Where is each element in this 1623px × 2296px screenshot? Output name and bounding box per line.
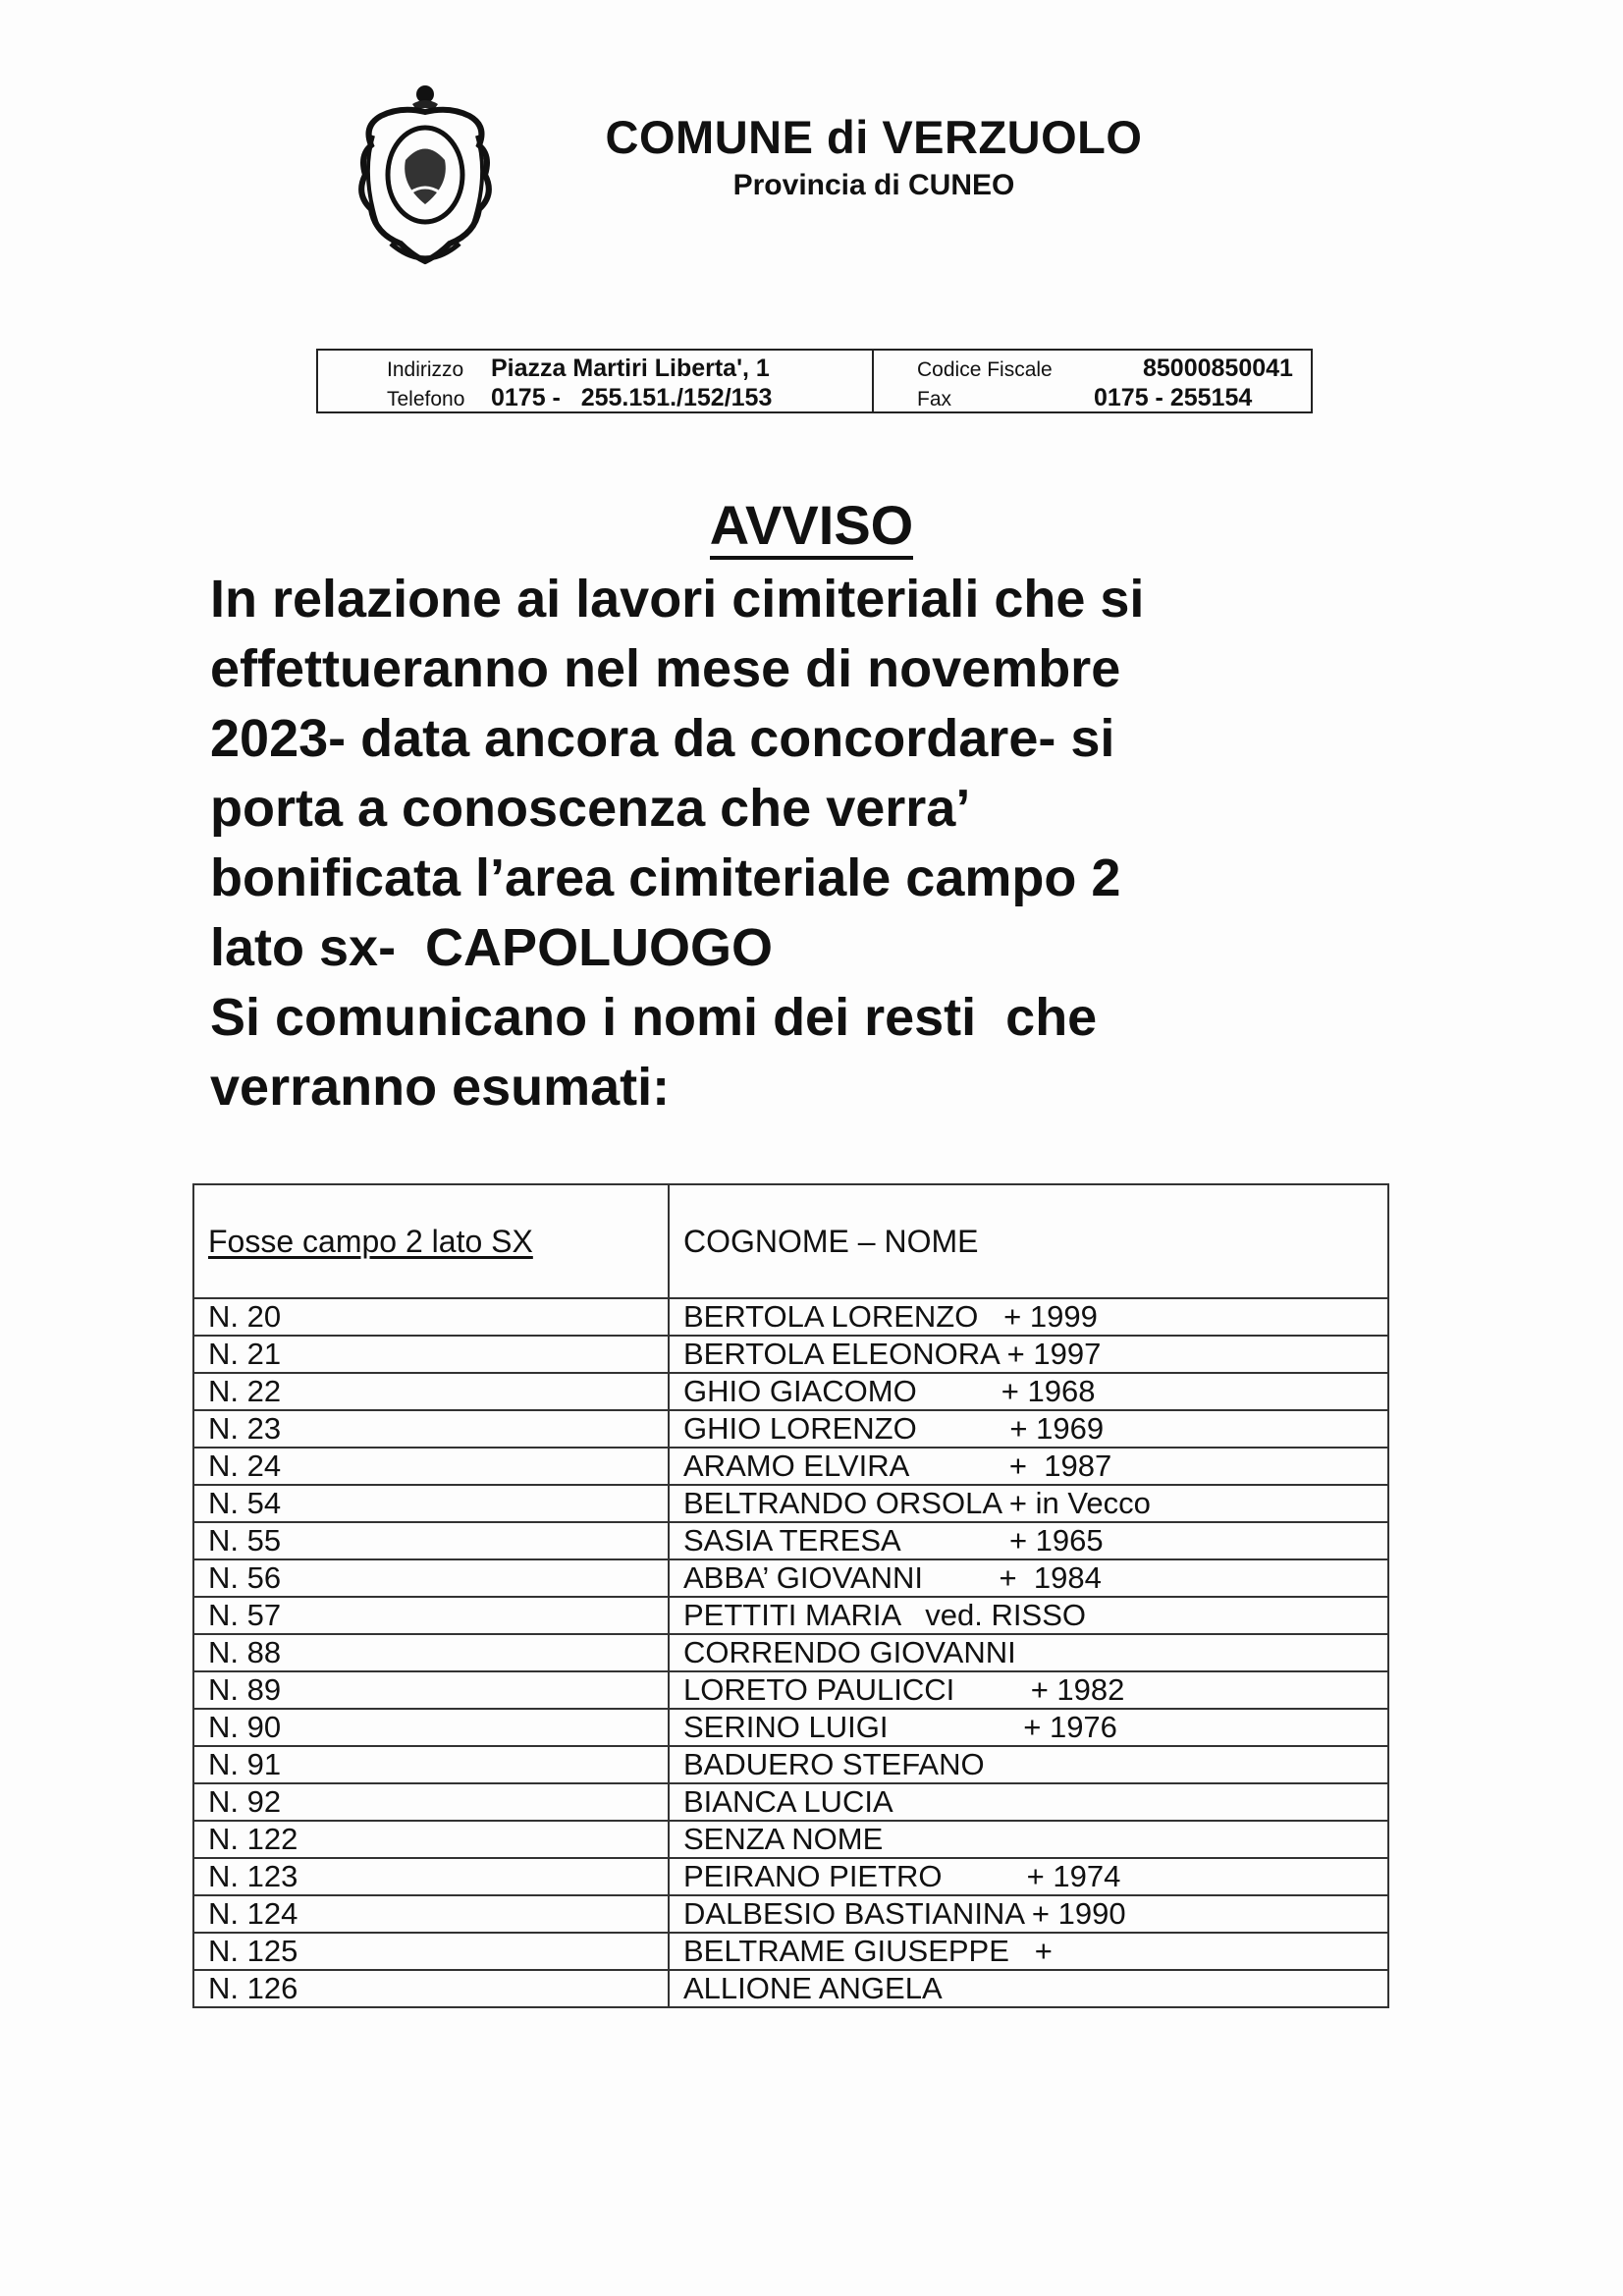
notice-line: porta a conoscenza che verra’	[210, 779, 971, 838]
deceased-name: LORETO PAULICCI + 1982	[669, 1671, 1388, 1709]
grave-number: N. 20	[193, 1298, 669, 1336]
table-row	[193, 1933, 1388, 1970]
table-row	[193, 1336, 1388, 1373]
province-subtitle: Provincia di CUNEO	[732, 169, 1015, 201]
table-row	[193, 1895, 1388, 1933]
deceased-name: BERTOLA LORENZO + 1999	[669, 1298, 1388, 1336]
address-value: Piazza Martiri Liberta', 1	[491, 355, 770, 382]
deceased-name: SERINO LUIGI + 1976	[669, 1709, 1388, 1746]
deceased-name: ABBA’ GIOVANNI + 1984	[669, 1559, 1388, 1597]
grave-number: N. 91	[193, 1746, 669, 1783]
fax-label: Fax	[917, 388, 952, 410]
table-row	[193, 1448, 1388, 1485]
coat-of-arms-icon	[352, 77, 499, 268]
deceased-name: SENZA NOME	[669, 1821, 1388, 1858]
table-row	[193, 1858, 1388, 1895]
grave-number: N. 24	[193, 1448, 669, 1485]
notice-line: lato sx- CAPOLUOGO	[210, 918, 774, 977]
notice-line: Si comunicano i nomi dei resti che	[210, 988, 1098, 1047]
grave-number: N. 57	[193, 1597, 669, 1634]
notice-line: 2023- data ancora da concordare- si	[210, 709, 1115, 768]
grave-number: N. 56	[193, 1559, 669, 1597]
table-row	[193, 1298, 1388, 1336]
phone-label: Telefono	[387, 388, 465, 410]
grave-number: N. 122	[193, 1821, 669, 1858]
grave-number: N. 88	[193, 1634, 669, 1671]
deceased-name: BIANCA LUCIA	[669, 1783, 1388, 1821]
deceased-name: DALBESIO BASTIANINA + 1990	[669, 1895, 1388, 1933]
table-row	[193, 1634, 1388, 1671]
deceased-name: GHIO LORENZO + 1969	[669, 1410, 1388, 1448]
fiscal-code-value: 85000850041	[1143, 355, 1293, 382]
grave-number: N. 55	[193, 1522, 669, 1559]
table-row	[193, 1783, 1388, 1821]
notice-line: In relazione ai lavori cimiteriali che si	[210, 570, 1145, 629]
notice-heading: AVVISO	[0, 493, 1623, 557]
deceased-name: BELTRAME GIUSEPPE +	[669, 1933, 1388, 1970]
deceased-name: ARAMO ELVIRA + 1987	[669, 1448, 1388, 1485]
deceased-name: GHIO GIACOMO + 1968	[669, 1373, 1388, 1410]
notice-line: verranno esumati:	[210, 1058, 671, 1117]
grave-number: N. 123	[193, 1858, 669, 1895]
grave-number: N. 89	[193, 1671, 669, 1709]
grave-number: N. 21	[193, 1336, 669, 1373]
municipality-title: COMUNE di VERZUOLO	[605, 111, 1143, 163]
deceased-name: CORRENDO GIOVANNI	[669, 1634, 1388, 1671]
deceased-name: BADUERO STEFANO	[669, 1746, 1388, 1783]
table-row	[193, 1821, 1388, 1858]
fiscal-code-label: Codice Fiscale	[917, 358, 1053, 381]
notice-line: effettueranno nel mese di novembre	[210, 639, 1121, 698]
deceased-name: PETTITI MARIA ved. RISSO	[669, 1597, 1388, 1634]
deceased-name: BELTRANDO ORSOLA + in Vecco	[669, 1485, 1388, 1522]
table-row	[193, 1970, 1388, 2007]
table-row	[193, 1671, 1388, 1709]
table-row	[193, 1410, 1388, 1448]
fax-value: 0175 - 255154	[1094, 384, 1253, 411]
phone-value: 0175 - 255.151./152/153	[491, 384, 773, 411]
deceased-name: BERTOLA ELEONORA + 1997	[669, 1336, 1388, 1373]
exhumation-table	[192, 1183, 1389, 2008]
grave-number: N. 22	[193, 1373, 669, 1410]
info-divider	[872, 351, 874, 411]
grave-number: N. 92	[193, 1783, 669, 1821]
grave-number: N. 125	[193, 1933, 669, 1970]
deceased-name: ALLIONE ANGELA	[669, 1970, 1388, 2007]
table-row	[193, 1373, 1388, 1410]
table-row	[193, 1522, 1388, 1559]
address-label: Indirizzo	[387, 358, 464, 381]
grave-number: N. 124	[193, 1895, 669, 1933]
deceased-name: SASIA TERESA + 1965	[669, 1522, 1388, 1559]
grave-number: N. 126	[193, 1970, 669, 2007]
table-row	[193, 1746, 1388, 1783]
table-row	[193, 1485, 1388, 1522]
grave-number: N. 23	[193, 1410, 669, 1448]
column-header-grave: Fosse campo 2 lato SX	[193, 1184, 669, 1298]
table-header-row	[193, 1184, 1388, 1298]
notice-body	[210, 565, 1487, 1122]
table-row	[193, 1709, 1388, 1746]
column-header-name: COGNOME – NOME	[669, 1184, 1388, 1298]
grave-number: N. 54	[193, 1485, 669, 1522]
contact-info-box	[316, 349, 1313, 413]
notice-line: bonificata l’area cimiteriale campo 2	[210, 848, 1121, 907]
grave-number: N. 90	[193, 1709, 669, 1746]
table-row	[193, 1597, 1388, 1634]
deceased-name: PEIRANO PIETRO + 1974	[669, 1858, 1388, 1895]
table-row	[193, 1559, 1388, 1597]
